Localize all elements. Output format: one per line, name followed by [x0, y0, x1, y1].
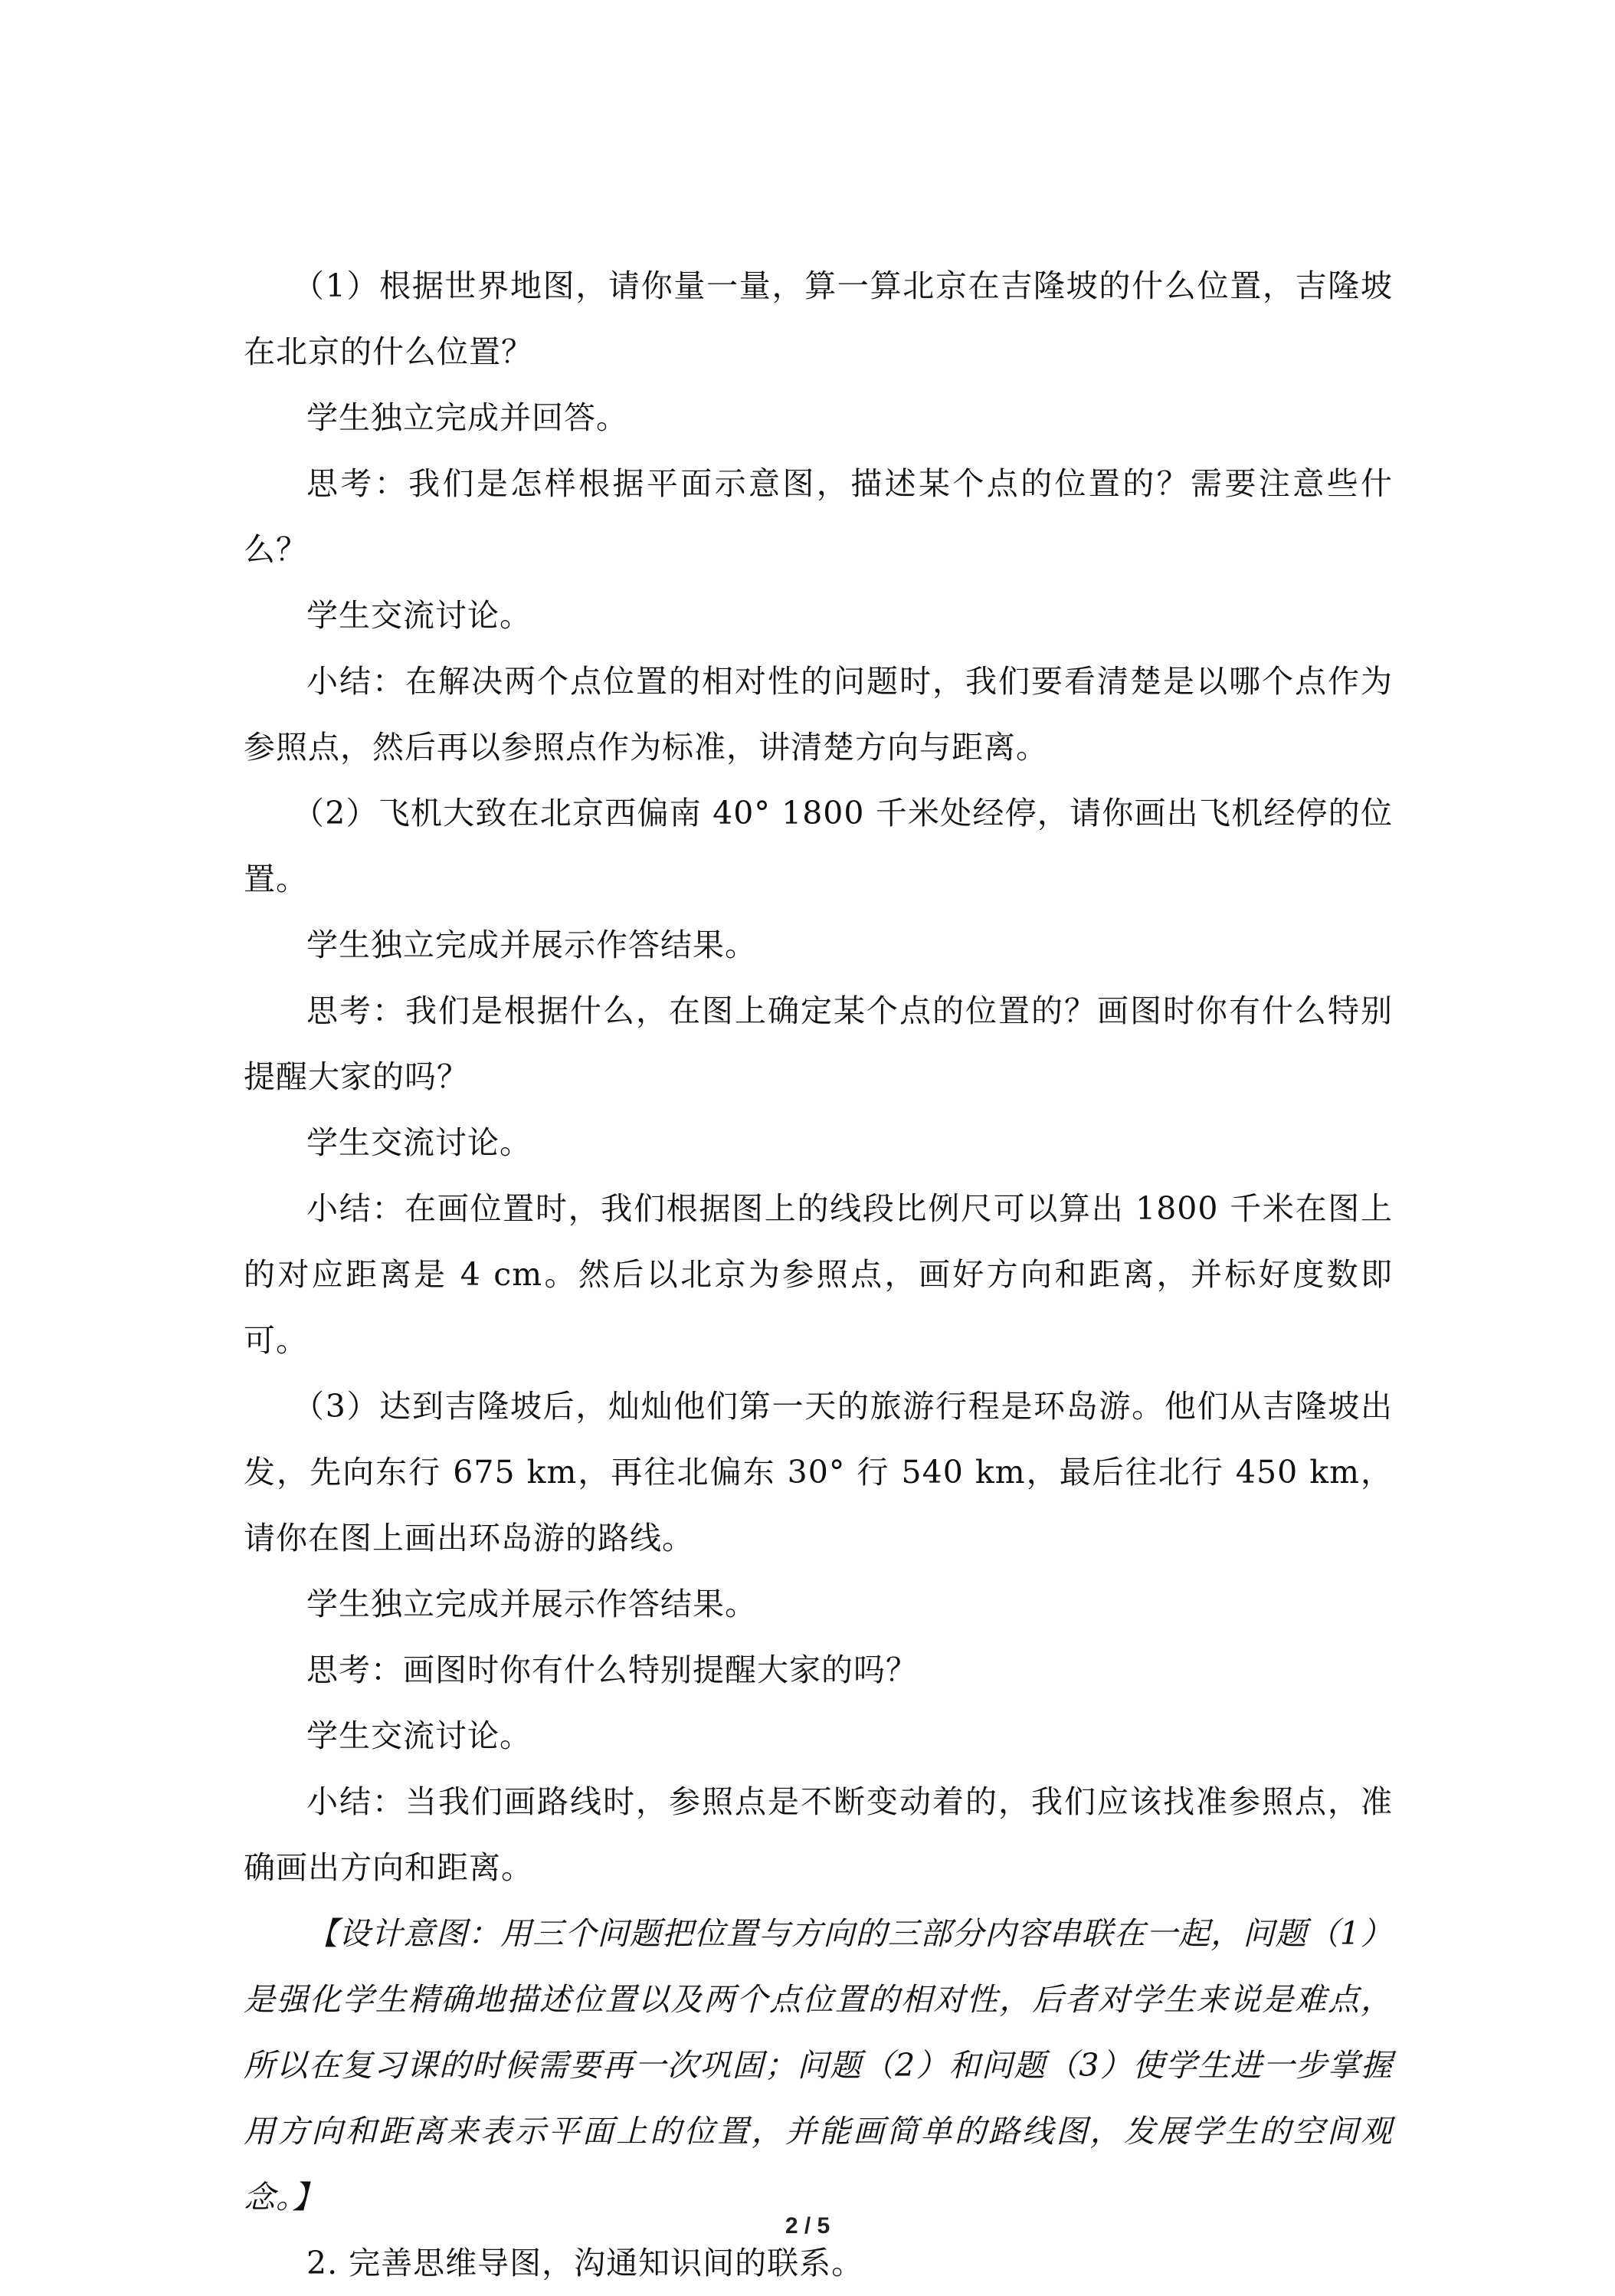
student-answer-paragraph: 学生独立完成并展示作答结果。	[306, 1586, 757, 1622]
design-intent-paragraph: 【设计意图：用三个问题把位置与方向的三部分内容串联在一起，问题（1）是强化学生精确地描述位置以及两个点位置的相对性，后者对学生来说是难点，所以在复习课的时候需要再一次巩固；问题（2）和问题（3）使学生进一步掌握用方向和距离来表示平面上的位置，并能画简单的路线图，发展学生的空间观念。】	[244, 1915, 1393, 2216]
summary-paragraph: 小结：在解决两个点位置的相对性的问题时，我们要看清楚是以哪个点作为参照点，然后再以参照点作为标准，讲清楚方向与距离。	[244, 663, 1393, 766]
section-heading-paragraph: 2. 完善思维导图，沟通知识间的联系。	[306, 2245, 864, 2281]
document-body	[244, 253, 1393, 2296]
student-answer-paragraph: 学生独立完成并回答。	[306, 399, 628, 436]
page-number: 2 / 5	[785, 2213, 830, 2239]
thinking-paragraph: 思考：画图时你有什么特别提醒大家的吗？	[306, 1651, 918, 1688]
question-3-paragraph: （3）达到吉隆坡后，灿灿他们第一天的旅游行程是环岛游。他们从吉隆坡出发，先向东行 675 km，再往北偏东 30° 行 540 km，最后往北行 450 km，请你在图上画出环岛游的路线。	[244, 1388, 1393, 1556]
summary-paragraph: 小结：在画位置时，我们根据图上的线段比例尺可以算出 1800 千米在图上的对应距离是 4 cm。然后以北京为参照点，画好方向和距离，并标好度数即可。	[244, 1190, 1393, 1359]
discussion-paragraph: 学生交流讨论。	[306, 597, 532, 634]
student-answer-paragraph: 学生独立完成并展示作答结果。	[306, 927, 757, 963]
thinking-paragraph: 思考：我们是怎样根据平面示意图，描述某个点的位置的？需要注意些什么？	[244, 465, 1393, 568]
discussion-paragraph: 学生交流讨论。	[306, 1717, 532, 1754]
discussion-paragraph: 学生交流讨论。	[306, 1124, 532, 1161]
summary-paragraph: 小结：当我们画路线时，参照点是不断变动着的，我们应该找准参照点，准确画出方向和距离。	[244, 1783, 1393, 1886]
question-2-paragraph: （2）飞机大致在北京西偏南 40° 1800 千米处经停，请你画出飞机经停的位置。	[244, 795, 1393, 897]
thinking-paragraph: 思考：我们是根据什么，在图上确定某个点的位置的？画图时你有什么特别提醒大家的吗？	[244, 992, 1393, 1095]
question-1-paragraph: （1）根据世界地图，请你量一量，算一算北京在吉隆坡的什么位置，吉隆坡在北京的什么位置？	[244, 267, 1393, 370]
